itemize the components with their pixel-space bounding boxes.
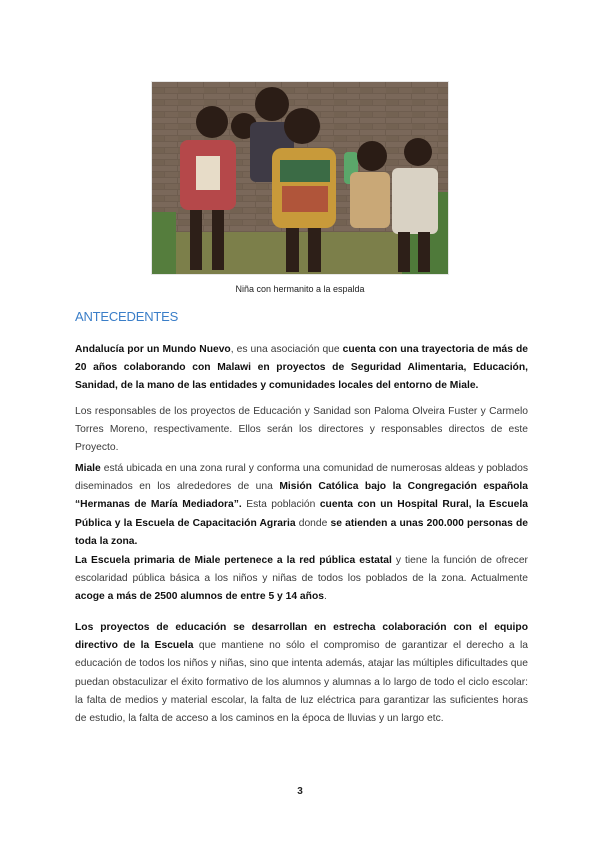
- page-number: 3: [297, 786, 303, 797]
- paragraph-3: [75, 460, 528, 551]
- p3-bold-2: Misión Católica bajo la Congregación española “Hermanas de María Mediadora”.: [75, 481, 528, 511]
- figure-caption: Niña con hermanito a la espalda: [235, 284, 365, 294]
- paragraph-1: [75, 341, 528, 396]
- paragraph-4: [75, 552, 528, 607]
- p3-bold-3: cuenta con un Hospital Rural, la Escuela Pública y la Escuela de Capacitación Agraria: [75, 499, 528, 529]
- p2-text-1: Los responsables de los proyectos de Educación y Sanidad son Paloma Olveira Fuster y Carmelo Torres Moreno, respectivamente. Ellos serán los directores y responsables directos de este Proyecto.: [75, 406, 528, 454]
- p5-bold-1: Los proyectos de educación se desarrollan en estrecha colaboración con el equipo directivo de la Escuela: [75, 622, 528, 652]
- p3-text-2: Esta población: [241, 499, 320, 511]
- paragraph-2: [75, 403, 528, 458]
- p1-bold-2: cuenta con una trayectoria de más de 20 años colaborando con Malawi en proyectos de Seguridad Alimentaria, Educación, Sanidad, de la mano de las entidades y comunidades locales del entorno de Miale.: [75, 344, 528, 392]
- children-photo-illustration: [152, 82, 448, 274]
- paragraph-5: [75, 619, 528, 728]
- org-name: Andalucía por un Mundo Nuevo: [75, 344, 231, 355]
- p3-bold-1: Miale: [75, 463, 101, 474]
- p4-bold-1: La Escuela primaria de Miale pertenece a la red pública estatal: [75, 555, 392, 566]
- section-title: ANTECEDENTES: [75, 309, 179, 324]
- p5-text-1: que mantiene no sólo el compromiso de garantizar el derecho a la educación de todos los niños y niñas, sino que intenta además, atajar las múltiples dificultades que puedan obstaculizar el éxito formativo de los alumnos y alumnas a lo largo de todo el ciclo escolar: la falta de medios y material escolar, la falta de luz eléctrica para garantizar las suficientes horas de estudio, la falta de acceso a los caminos en la época de lluvias y un largo etc.: [75, 640, 529, 725]
- p3-bold-4: se atienden a unas 200.000 personas de toda la zona.: [75, 517, 528, 547]
- children-photo: [152, 82, 448, 274]
- p3-text-1: está ubicada en una zona rural y conforma una comunidad de numerosas aldeas y poblados diseminados en los alrededores de una: [75, 463, 528, 493]
- p4-bold-2: acoge a más de 2500 alumnos de entre 5 y 14 años: [75, 591, 324, 603]
- p4-text-1: y tiene la función de ofrecer escolaridad pública básica a los niños y niñas de todos los poblados de la zona. Actualmente: [75, 555, 528, 585]
- p3-text-3: donde: [295, 517, 331, 529]
- p4-text-2: .: [323, 591, 327, 603]
- p1-text-1: , es una asociación que: [230, 344, 343, 355]
